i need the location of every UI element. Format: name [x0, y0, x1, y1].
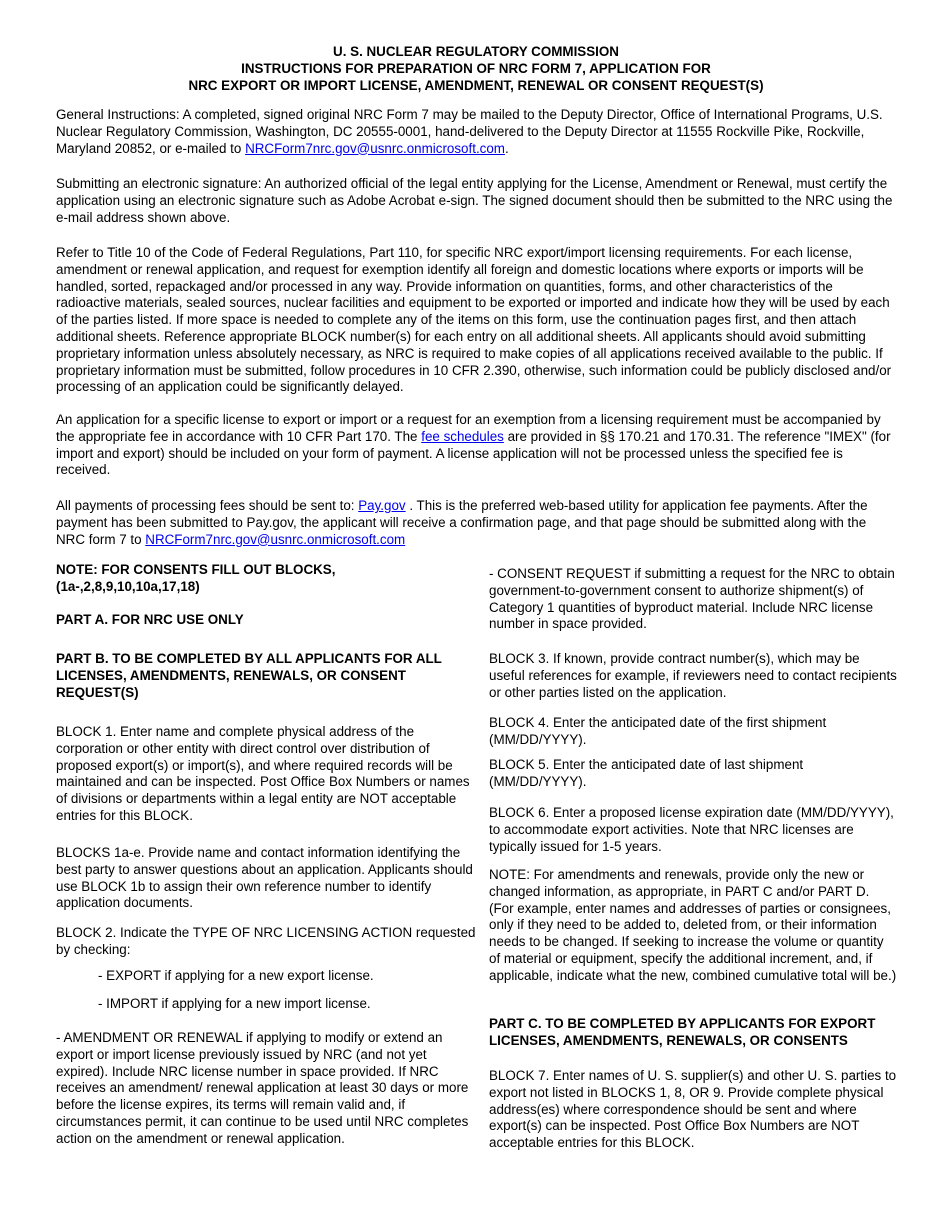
- header-title: INSTRUCTIONS FOR PREPARATION OF NRC FORM 7, APPLICATION FOR: [241, 61, 711, 76]
- document-header: [56, 43, 896, 94]
- payments-email-link[interactable]: NRCForm7nrc.gov@usnrc.onmicrosoft.com: [145, 531, 406, 547]
- fee-text-after: are provided in §§ 170.21 and 170.31. The reference "IMEX" (for import and export) should be included on your form of payment. A license application will not be processed unless the specified fee is received.: [56, 428, 891, 478]
- payments-paragraph: [56, 498, 896, 548]
- block-5-instructions: BLOCK 5. Enter the anticipated date of last shipment (MM/DD/YYYY).: [489, 757, 804, 789]
- block-7-instructions: BLOCK 7. Enter names of U. S. supplier(s) and other U. S. parties to export not listed in BLOCKS 1, 8, OR 9. Provide complete physical address(es) where correspondence should be sent and where export(s) can be inspected. Post Office Box Numbers are NOT acceptable entries for this BLOCK.: [489, 1068, 897, 1151]
- header-agency: U. S. NUCLEAR REGULATORY COMMISSION: [333, 44, 619, 59]
- general-instructions-end: .: [504, 140, 509, 156]
- payments-text-before: All payments of processing fees should be sent to:: [56, 498, 359, 513]
- payments-text-after: . This is the preferred web-based utility for application fee payments. After the payment has been submitted to Pay.gov, the applicant will receive a confirmation page, and that page should be submitted along with the NRC form 7 to: [56, 498, 868, 547]
- block-1-instructions: BLOCK 1. Enter name and complete physical address of the corporation or other entity with direct control over distribution of proposed export(s) or import(s), and where required records will be maintained and can be inspected. Post Office Box Numbers or names of divisions or departments within a legal entity are NOT acceptable entries for this BLOCK.: [56, 724, 470, 823]
- header-subtitle: NRC EXPORT OR IMPORT LICENSE, AMENDMENT, RENEWAL OR CONSENT REQUEST(S): [188, 78, 764, 93]
- amendment-renewal-text: - AMENDMENT OR RENEWAL if applying to modify or extend an export or import license previously issued by NRC (and not yet expired). Include NRC license number in space provided. If NRC receives an amendment/ renewal application at least 30 days or more before the license expires, its terms will remain valid and, if circumstances permit, it can continue to be used until NRC completes action on the amendment or renewal application.: [56, 1030, 469, 1146]
- block-6-instructions: BLOCK 6. Enter a proposed license expiration date (MM/DD/YYYY), to accommodate export activities. Note that NRC licenses are typically issued for 1-5 years.: [489, 805, 894, 854]
- import-option-text: - IMPORT if applying for a new import license.: [98, 996, 371, 1011]
- part-a-heading: PART A. FOR NRC USE ONLY: [56, 612, 244, 627]
- blocks-1a-e-instructions: BLOCKS 1a-e. Provide name and contact information identifying the best party to answer questions about an application. Applicants should use BLOCK 1b to assign their own reference number to identify application documents.: [56, 845, 473, 911]
- fee-schedules-link[interactable]: fee schedules: [421, 428, 504, 444]
- block-3-instructions: BLOCK 3. If known, provide contract number(s), which may be useful references for example, if reviewers need to contact recipients or other parties listed on the application.: [489, 651, 897, 700]
- cfr-reference-paragraph: Refer to Title 10 of the Code of Federal Regulations, Part 110, for specific NRC export/import licensing requirements. For each license, amendment or renewal application, and request for exemption identify all foreign and domestic locations where exports or imports will be handled, sorted, repackaged and/or processed in any way. Provide information on quantities, forms, and other characteristics of the radioactive materials, sealed sources, nuclear facilities and equipment to be exported or imported and indicate how they will be used by each of the parties listed. If more space is needed to complete any of the items on this form, use the continuation pages first, and then attach additional sheets. Reference appropriate BLOCK number(s) for each entry on all additional sheets. All applicants should avoid submitting proprietary information unless absolutely necessary, as NRC is required to make copies of all applications received available to the public. If proprietary information must be submitted, follow procedures in 10 CFR 2.390, otherwise, such information could be publicly disclosed and/or processing of an application could be significantly delayed.: [56, 245, 892, 395]
- electronic-signature-paragraph: Submitting an electronic signature: An authorized official of the legal entity applying for the License, Amendment or Renewal, must certify the application using an electronic signature such as Adobe Acrobat e-sign. The signed document should then be submitted to the NRC using the e-mail address shown above.: [56, 176, 893, 225]
- part-c-heading: PART C. TO BE COMPLETED BY APPLICANTS FOR EXPORT LICENSES, AMENDMENTS, RENEWALS, OR CONSENTS: [489, 1016, 876, 1048]
- fee-paragraph: [56, 412, 896, 479]
- general-instructions-text: General Instructions: A completed, signed original NRC Form 7 may be mailed to the Deputy Director, Office of International Programs, U.S. Nuclear Regulatory Commission, Washington, DC 20555-0001, hand-delivered to the Deputy Director at 11555 Rockville Pike, Rockville, Maryland 20852, or e-mailed to: [56, 107, 883, 156]
- block-4-instructions: BLOCK 4. Enter the anticipated date of the first shipment (MM/DD/YYYY).: [489, 715, 827, 747]
- part-b-heading: PART B. TO BE COMPLETED BY ALL APPLICANTS FOR ALL LICENSES, AMENDMENTS, RENEWALS, OR CONSENT REQUEST(S): [56, 651, 442, 700]
- consent-request-text: - CONSENT REQUEST if submitting a request for the NRC to obtain government-to-government consent to authorize shipment(s) of Category 1 quantities of byproduct material. Include NRC license number in space provided.: [489, 566, 895, 632]
- consents-note: NOTE: FOR CONSENTS FILL OUT BLOCKS, (1a-,2,8,9,10,10a,17,18): [56, 562, 336, 594]
- pay-gov-link[interactable]: Pay.gov: [358, 498, 406, 513]
- block-2-instructions: BLOCK 2. Indicate the TYPE OF NRC LICENSING ACTION requested by checking:: [56, 925, 476, 957]
- general-instructions: [56, 107, 896, 157]
- amendments-note: NOTE: For amendments and renewals, provide only the new or changed information, as appropriate, in PART C and/or PART D. (For example, enter names and addresses of parties or consignees, only if they need to be added to, deleted from, or their information needs to be changed. If seeking to increase the volume or quantity of material or equipment, specify the additional increment, and, if applicable, indicate what the new, combined cumulative total will be.): [489, 867, 897, 983]
- fee-text-before: An application for a specific license to export or import or a request for an exemption from a licensing requirement must be accompanied by the appropriate fee in accordance with 10 CFR Part 170. The: [56, 412, 881, 444]
- general-email-link[interactable]: NRCForm7nrc.gov@usnrc.onmicrosoft.com: [245, 140, 505, 156]
- export-option-text: - EXPORT if applying for a new export license.: [98, 968, 374, 983]
